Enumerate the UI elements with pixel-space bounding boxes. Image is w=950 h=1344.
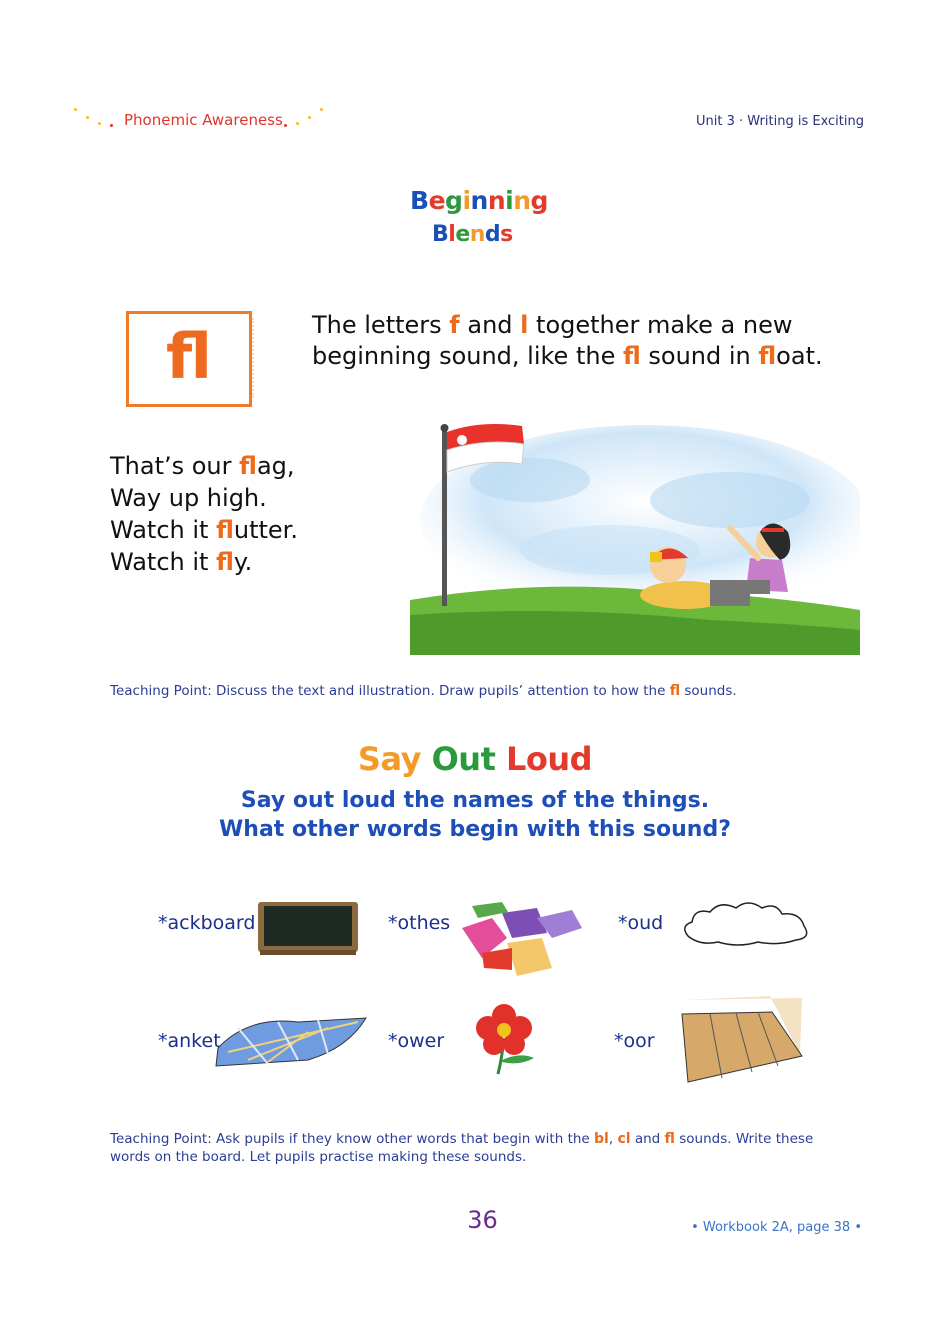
logo-letter: e [428,186,446,215]
poem-line: Way up high. [110,484,267,512]
logo-letter: n [513,186,531,215]
poem [110,450,298,578]
word-blackboard: *ackboard [158,912,256,934]
blend-card [126,311,252,407]
workbook-reference: • Workbook 2A, page 38 • [691,1220,862,1235]
logo-letter: g [445,186,463,215]
flag-illustration [410,420,860,655]
floor-icon [680,994,804,1086]
teaching-point-1: Teaching Point: Discuss the text and illustration. Draw pupils’ attention to how the fl sounds. [110,683,737,699]
word-blanket: *anket [158,1030,221,1052]
page-number: 36 [467,1206,498,1234]
blend-card-text: fl [166,320,212,393]
word-floor: *oor [614,1030,655,1052]
beginning-blends-logo [400,180,570,270]
logo-letter: g [530,186,548,215]
say-out-loud-instructions: Say out loud the names of the things. What other words begin with this sound? [219,788,731,842]
section-title: Phonemic Awareness [124,111,283,129]
intro-text: The letters f and l together make a new beginning sound, like the fl sound in float. [312,311,823,370]
logo-letter: i [462,186,471,215]
card-shadow [252,318,264,398]
logo-letter: e [455,222,470,247]
logo-line-1 [410,186,548,215]
poem-line: Watch it flutter. [110,516,298,544]
logo-letter: l [448,222,456,247]
unit-title: Unit 3 · Writing is Exciting [696,114,864,129]
teaching-point-2: Teaching Point: Ask pupils if they know other words that begin with the bl, cl and fl sounds. Write these words on the board. Let pupils practise making these sounds. [110,1131,814,1165]
section-header [72,106,332,136]
clothes-icon [452,898,590,982]
word-flower: *ower [388,1030,445,1052]
logo-line-2 [432,222,513,247]
logo-letter: n [470,186,488,215]
logo-letter: B [432,222,449,247]
blanket-icon [208,1008,372,1072]
blackboard-icon [256,900,360,958]
word-cloud: *oud [618,912,664,934]
cloud-icon [678,898,814,950]
logo-letter: B [410,186,429,215]
poem-line: That’s our flag, [110,452,295,480]
logo-letter: d [484,222,501,247]
logo-letter: n [487,186,506,215]
logo-letter: s [500,222,513,247]
logo-letter: n [469,222,485,247]
say-out-loud-title: Say Out Loud [357,740,593,778]
logo-letter: i [505,186,514,215]
poem-line: Watch it fly. [110,548,253,576]
flower-icon [468,1002,540,1078]
word-clothes: *othes [388,912,451,934]
